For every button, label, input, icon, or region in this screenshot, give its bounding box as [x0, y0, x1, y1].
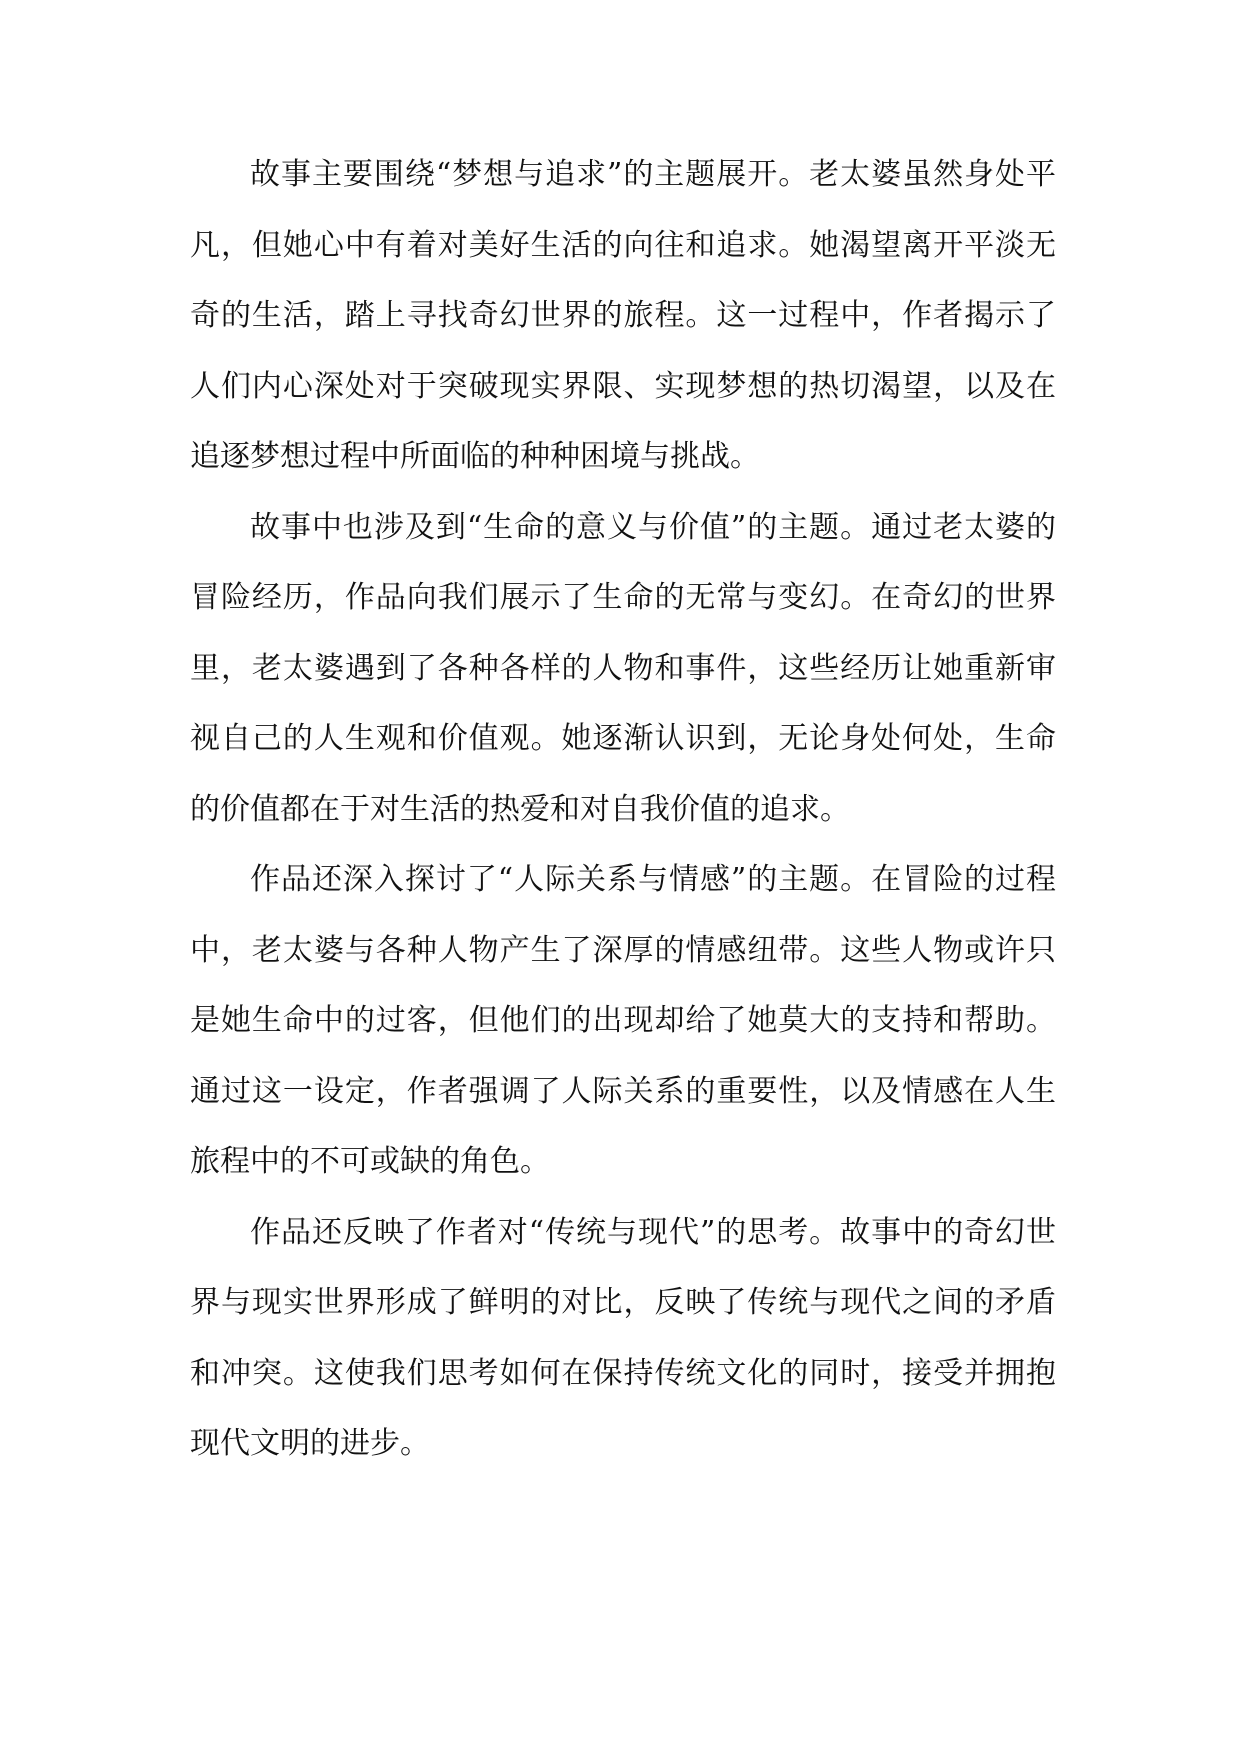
paragraph-dreams-and-pursuit: 故事主要围绕“梦想与追求”的主题展开。老太婆虽然身处平凡，但她心中有着对美好生活的向往和追求。她渴望离开平淡无奇的生活，踏上寻找奇幻世界的旅程。这一过程中，作者揭示了人们内心深处对于突破现实界限、实现梦想的热切渴望，以及在追逐梦想过程中所面临的种种困境与挑战。 [190, 157, 1056, 474]
paragraph-tradition-and-modernity: 作品还反映了作者对“传统与现代”的思考。故事中的奇幻世界与现实世界形成了鲜明的对比，反映了传统与现代之间的矛盾和冲突。这使我们思考如何在保持传统文化的同时，接受并拥抱现代文明的进步。 [190, 1214, 1056, 1461]
paragraph-meaning-of-life: 故事中也涉及到“生命的意义与价值”的主题。通过老太婆的冒险经历，作品向我们展示了生命的无常与变幻。在奇幻的世界里，老太婆遇到了各种各样的人物和事件，这些经历让她重新审视自己的人生观和价值观。她逐渐认识到，无论身处何处，生命的价值都在于对生活的热爱和对自我价值的追求。 [190, 509, 1056, 827]
paragraph-relationships-and-emotion: 作品还深入探讨了“人际关系与情感”的主题。在冒险的过程中，老太婆与各种人物产生了深厚的情感纽带。这些人物或许只是她生命中的过客，但他们的出现却给了她莫大的支持和帮助。通过这一设定，作者强调了人际关系的重要性，以及情感在人生旅程中的不可或缺的角色。 [190, 862, 1056, 1179]
document-body [190, 140, 1056, 1480]
